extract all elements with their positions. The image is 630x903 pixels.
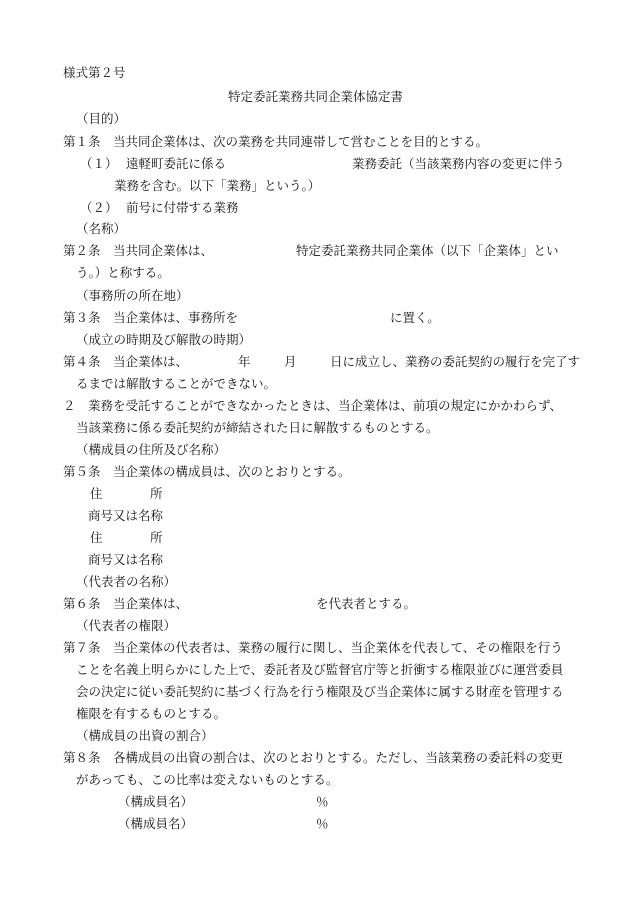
article-1-item-2-text: 前号に付帯する業務 <box>126 200 239 215</box>
article-8-heading: （構成員の出資の割合） <box>76 728 214 743</box>
member-2-address-label-a: 住 <box>90 530 103 545</box>
article-7-heading: （代表者の権限） <box>76 618 177 633</box>
article-4-continuation: るまでは解散することができない。 <box>76 376 277 391</box>
article-3-text-a: 第３条 当企業体は、事務所を <box>63 310 239 325</box>
article-1-item-2-number: （２） <box>80 200 118 215</box>
article-3-text-b: に置く。 <box>390 310 440 325</box>
article-1-item-1-text-a: 遠軽町委託に係る <box>126 156 227 171</box>
article-4-month: 月 <box>284 354 297 369</box>
article-6-text-b: を代表者とする。 <box>316 596 417 611</box>
article-7-line-3: 会の決定に従い委託契約に基づく行為を行う権限及び当企業体に属する財産を管理する <box>76 684 564 699</box>
member-1-share-percent: ％ <box>316 794 329 809</box>
article-7-line-4: 権限を有するものとする。 <box>76 706 227 721</box>
article-6-heading: （代表者の名称） <box>76 574 177 589</box>
article-2-heading: （名称） <box>76 221 127 236</box>
article-1-item-1-number: （１） <box>80 156 118 171</box>
article-7-line-1: 第７条 当企業体の代表者は、業務の履行に関し、当企業体を代表して、その権限を行う <box>63 640 563 655</box>
member-1-address-label-b: 所 <box>150 486 163 501</box>
article-5-heading: （構成員の住所及び名称） <box>76 442 227 457</box>
article-8-line-1: 第８条 各構成員の出資の割合は、次のとおりとする。ただし、当該業務の委託料の変更 <box>63 750 564 765</box>
article-4-year: 年 <box>238 354 251 369</box>
article-4-paragraph-2-line-1: ２ 業務を受託することができなかったときは、当企業体は、前項の規定にかかわらず、 <box>63 398 563 413</box>
article-2-text-a: 第２条 当共同企業体は、 <box>63 243 214 258</box>
article-2-text-b: 特定委託業務共同企業体（以下「企業体」とい <box>296 243 559 258</box>
article-1-item-1-continuation: 業務を含む。以下「業務」という。） <box>114 178 321 193</box>
article-4-text-b: 日に成立し、業務の委託契約の履行を完了す <box>330 354 581 369</box>
article-4-heading: （成立の時期及び解散の時期） <box>76 332 252 347</box>
member-2-address-label-b: 所 <box>150 530 163 545</box>
article-3-heading: （事務所の所在地） <box>76 288 189 303</box>
article-1-heading: （目的） <box>76 111 127 126</box>
member-2-name-label: 商号又は名称 <box>88 552 164 567</box>
article-8-line-2: があっても、この比率は変えないものとする。 <box>76 772 339 787</box>
article-5-text: 第５条 当企業体の構成員は、次のとおりとする。 <box>63 464 351 479</box>
article-7-line-2: ことを名義上明らかにした上で、委託者及び監督官庁等と折衝する権限並びに運営委員 <box>76 662 564 677</box>
article-2-continuation: う。）と称する。 <box>76 265 170 280</box>
form-number: 様式第２号 <box>63 65 126 80</box>
member-2-share-label: （構成員名） <box>118 816 194 831</box>
member-1-address-label-a: 住 <box>90 486 103 501</box>
article-6-text-a: 第６条 当企業体は、 <box>63 596 189 611</box>
document-title: 特定委託業務共同企業体協定書 <box>228 89 404 104</box>
article-4-text-a: 第４条 当企業体は、 <box>63 354 189 369</box>
member-1-name-label: 商号又は名称 <box>88 508 164 523</box>
article-4-paragraph-2-line-2: 当該業務に係る委託契約が締結された日に解散するものとする。 <box>76 420 439 435</box>
member-2-share-percent: ％ <box>316 816 329 831</box>
article-1-text: 第１条 当共同企業体は、次の業務を共同連帯して営むことを目的とする。 <box>63 134 489 149</box>
member-1-share-label: （構成員名） <box>118 794 194 809</box>
article-1-item-1-text-b: 業務委託（当該業務内容の変更に伴う <box>352 156 565 171</box>
